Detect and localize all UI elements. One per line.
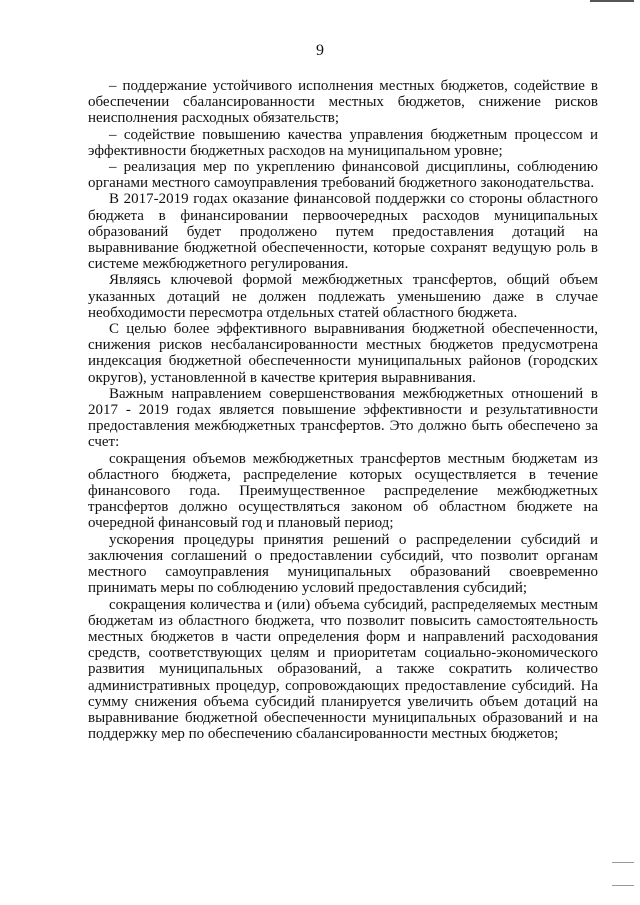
paragraph: – содействие повышению качества управления бюджетным процессом и эффективности бюджетных расходов на муниципальном уровне;	[88, 126, 598, 159]
page-number: 9	[316, 42, 324, 59]
document-body	[88, 78, 598, 742]
paragraph: сокращения объемов межбюджетных трансфертов местным бюджетам из областного бюджета, распределение которых осуществляется в течение финансового года. Преимущественное распределение межбюджетных трансфертов должно осуществляться законом об областном бюджете на очередной финансовый год и плановый период;	[88, 450, 598, 532]
paragraph: сокращения количества и (или) объема субсидий, распределяемых местным бюджетам из областного бюджета, что позволит повысить самостоятельность местных бюджетов в части определения форм и направлений расходования средств, соответствующих целям и приоритетам социально-экономического развития муниципальных образований, а также сократить количество административных процедур, сопровождающих предоставление субсидий. На сумму снижения объема субсидий планируется увеличить объем дотаций на выравнивание бюджетной обеспеченности муниципальных образований и на поддержку мер по обеспечению сбалансированности местных бюджетов;	[88, 596, 598, 743]
paragraph: – реализация мер по укреплению финансовой дисциплины, соблюдению органами местного самоуправления требований бюджетного законодательства.	[88, 159, 598, 192]
paragraph: Являясь ключевой формой межбюджетных трансфертов, общий объем указанных дотаций не должен подлежать уменьшению даже в случае необходимости пересмотра отдельных статей областного бюджета.	[88, 272, 598, 321]
paragraph: – поддержание устойчивого исполнения местных бюджетов, содействие в обеспечении сбалансированности местных бюджетов, снижение рисков неисполнения расходных обязательств;	[88, 78, 598, 127]
paragraph: ускорения процедуры принятия решений о распределении субсидий и заключения соглашений о предоставлении субсидий, что позволит органам местного самоуправления муниципальных образований своевременно принимать меры по соблюдению условий предоставления субсидий;	[88, 531, 598, 597]
scan-side-mark	[612, 862, 634, 863]
paragraph: В 2017-2019 годах оказание финансовой поддержки со стороны областного бюджета в финансировании первоочередных расходов муниципальных образований будет продолжено путем предоставления дотаций на выравнивание бюджетной обеспеченности, которые сохранят ведущую роль в системе межбюджетного регулирования.	[88, 191, 598, 273]
scan-corner-mark	[590, 0, 634, 2]
paragraph: Важным направлением совершенствования межбюджетных отношений в 2017 - 2019 годах является повышение эффективности и результативности предоставления межбюджетных трансфертов. Это должно быть обеспечено за счет:	[88, 385, 598, 451]
scan-side-mark	[612, 885, 634, 886]
paragraph: С целью более эффективного выравнивания бюджетной обеспеченности, снижения рисков несбалансированности местных бюджетов предусмотрена индексация бюджетной обеспеченности муниципальных районов (городских округов), установленной в качестве критерия выравнивания.	[88, 321, 598, 386]
